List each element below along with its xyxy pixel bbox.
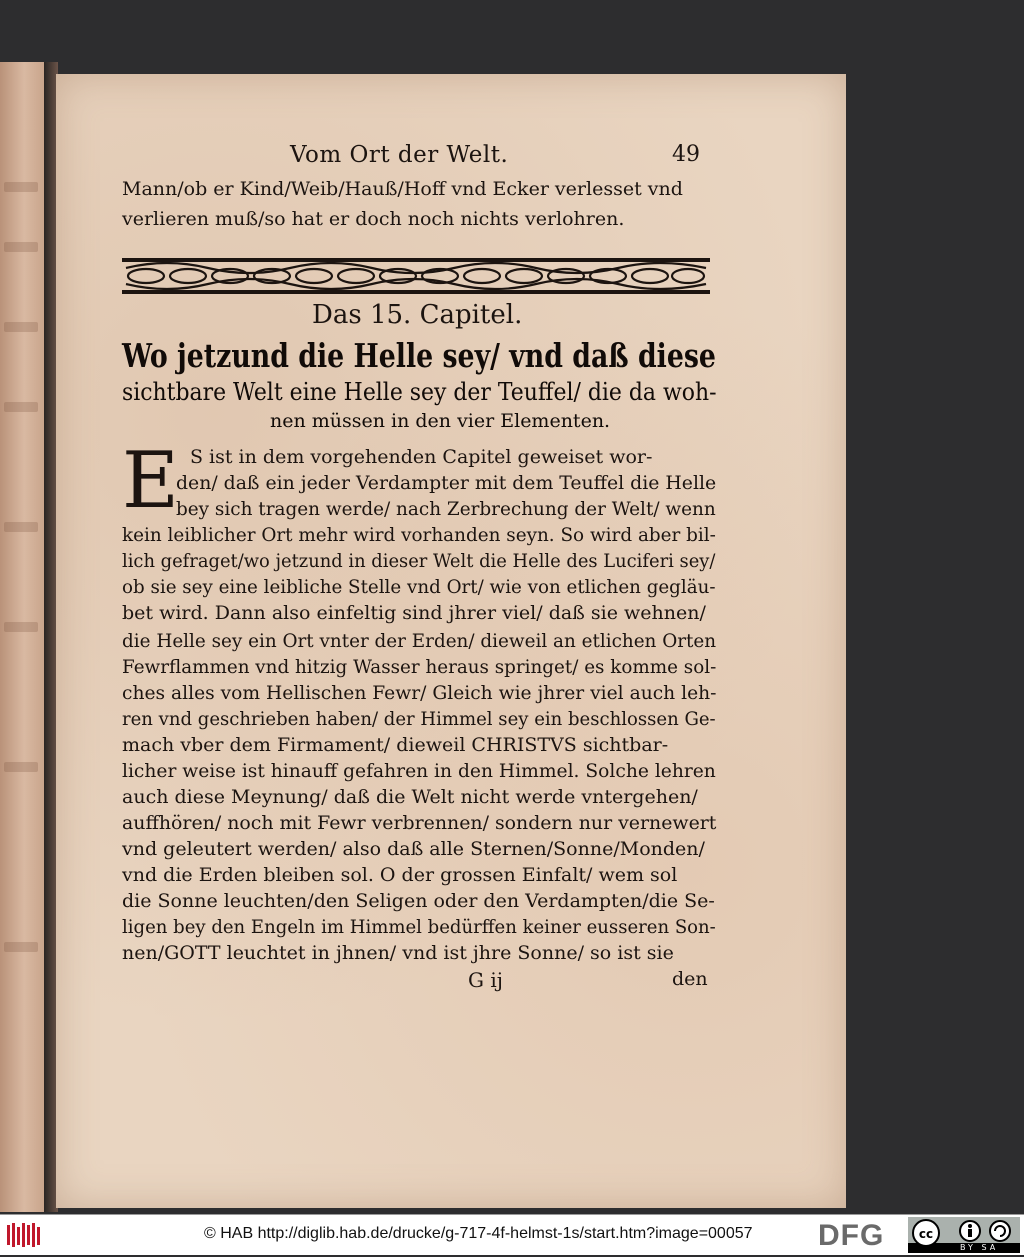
chapter-label: Das 15. Capitel. <box>312 300 523 330</box>
chapter-title-line-1: Wo jetzund die Helle sey/ vnd daß diese <box>122 336 716 375</box>
body-line: vnd die Erden bleiben sol. O der grossen Einfalt/ wem sol <box>122 864 678 886</box>
body-line: ob sie sey eine leibliche Stelle vnd Ort/ wie von etlichen gegläu- <box>122 576 716 598</box>
dfg-logo: DFG <box>818 1219 885 1252</box>
library-logo-icon <box>6 1221 44 1249</box>
body-line: die Sonne leuchten/den Seligen oder den Verdampten/die Se- <box>122 890 715 912</box>
running-head: Vom Ort der Welt. <box>290 142 509 168</box>
body-line: licher weise ist hinauff gefahren in den Himmel. Solche lehren <box>122 760 716 782</box>
chapter-title-line-3: nen müssen in den vier Elementen. <box>270 410 611 432</box>
chapter-title-line-2: sichtbare Welt eine Helle sey der Teuffel/ die da woh- <box>122 378 717 406</box>
body-line: auffhören/ noch mit Fewr verbrennen/ sondern nur vernewert <box>122 812 717 834</box>
catchword: den <box>672 968 708 990</box>
copyright-url[interactable]: © HAB http://diglib.hab.de/drucke/g-717-4f-helmst-1s/start.htm?image=00057 <box>204 1225 753 1242</box>
body-line: kein leiblicher Ort mehr wird vorhanden seyn. So wird aber bil- <box>122 524 716 546</box>
drop-capital: E <box>122 436 179 526</box>
ornamental-band <box>122 256 710 296</box>
svg-text:cc: cc <box>918 1227 934 1241</box>
top-line-2: verlieren muß/so hat er doch noch nichts verlohren. <box>122 208 625 230</box>
body-line: ches alles vom Hellischen Fewr/ Gleich wie jhrer viel auch leh- <box>122 682 717 704</box>
license-label: BY SA <box>960 1243 999 1252</box>
body-line: bet wird. Dann also einfeltig sind jhrer viel/ daß sie wehnen/ <box>122 602 706 624</box>
footer-bar <box>0 1214 1024 1255</box>
body-line: lich gefraget/wo jetzund in dieser Welt die Helle des Luciferi sey/ <box>122 550 716 572</box>
body-line: Fewrflammen vnd hitzig Wasser heraus springet/ es komme sol- <box>122 656 717 678</box>
body-line: bey sich tragen werde/ nach Zerbrechung der Welt/ wenn <box>176 498 716 520</box>
adjacent-page-edge <box>0 62 46 1212</box>
top-line-1: Mann/ob er Kind/Weib/Hauß/Hoff vnd Ecker verlesset vnd <box>122 178 683 200</box>
body-line: die Helle sey ein Ort vnter der Erden/ dieweil an etlichen Orten <box>122 630 717 652</box>
signature-mark: G ij <box>468 968 503 992</box>
body-line: ligen bey den Engeln im Himmel bedürffen keiner eusseren Son- <box>122 916 716 938</box>
page-number: 49 <box>672 142 700 167</box>
body-line: ren vnd geschrieben haben/ der Himmel sey ein beschlossen Ge- <box>122 708 716 730</box>
body-line: S ist in dem vorgehenden Capitel geweiset wor- <box>190 446 653 468</box>
body-line: auch diese Meynung/ daß die Welt nicht werde vntergehen/ <box>122 786 698 808</box>
body-line: nen/GOTT leuchtet in jhnen/ vnd ist jhre Sonne/ so ist sie <box>122 942 674 964</box>
cc-license-badge[interactable] <box>908 1217 1020 1253</box>
body-line: den/ daß ein jeder Verdampter mit dem Teuffel die Helle <box>176 472 717 494</box>
body-line: mach vber dem Firmament/ dieweil CHRISTVS sichtbar- <box>122 734 669 756</box>
body-line: vnd geleutert werden/ also daß alle Sternen/Sonne/Monden/ <box>122 838 705 860</box>
